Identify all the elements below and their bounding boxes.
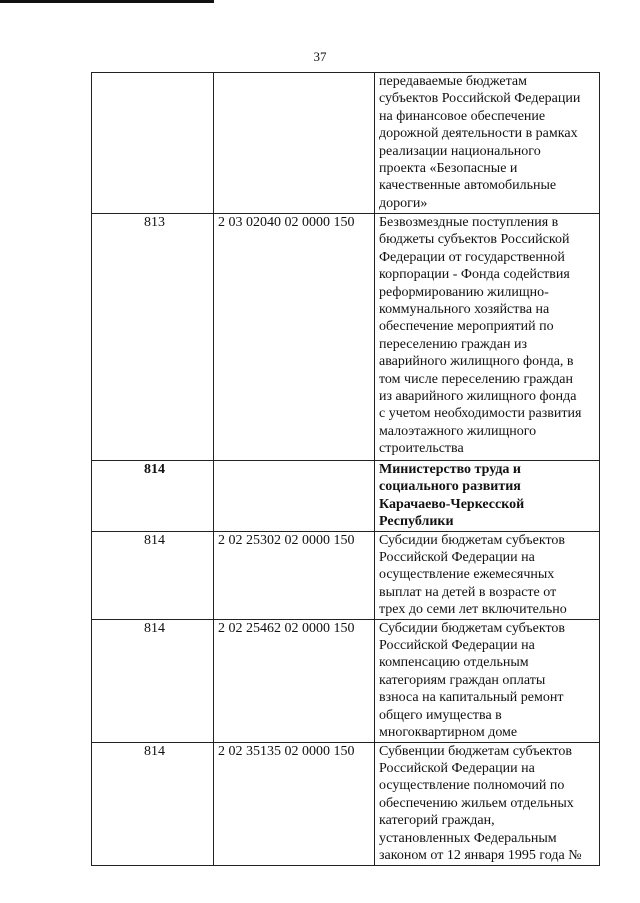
- revenue-name-cell: [375, 742, 600, 865]
- ministry-name-line: Республики: [379, 514, 454, 530]
- revenue-name-line: общего имущества в: [379, 707, 502, 723]
- revenue-name-line: осуществление полномочий по: [379, 778, 565, 794]
- page-number: 37: [313, 49, 327, 64]
- revenue-name-line: компенсацию отдельным: [379, 655, 529, 671]
- revenue-name-line: Субсидии бюджетам субъектов: [379, 532, 566, 548]
- revenue-name-line: законом от 12 января 1995 года №: [379, 847, 582, 863]
- revenue-name-cell: [375, 73, 600, 214]
- revenue-code-cell: [214, 461, 375, 532]
- revenue-name-line: переселению граждан из: [379, 336, 527, 352]
- revenue-name-cell: [375, 214, 600, 461]
- revenue-name-line: осуществление ежемесячных: [379, 567, 555, 583]
- revenue-name-line: Российской Федерации на: [379, 760, 535, 776]
- revenue-name-line: категорий граждан,: [379, 813, 495, 829]
- revenue-name-line: качественные автомобильные: [379, 178, 557, 194]
- revenue-code-cell: [214, 73, 375, 214]
- ministry-name-line: Карачаево-Черкесской: [379, 496, 525, 512]
- revenue-name-line: коммунального хозяйства на: [379, 302, 550, 318]
- revenue-name-cell: [375, 531, 600, 619]
- ministry-name-line: социального развития: [379, 479, 521, 495]
- revenue-name-line: реализации национального: [379, 143, 541, 159]
- revenue-name-line: том числе переселению граждан: [379, 371, 573, 387]
- revenue-code-cell: 2 02 35135 02 0000 150: [214, 742, 375, 865]
- revenue-name-line: Российской Федерации на: [379, 550, 535, 566]
- admin-code-cell: 814: [92, 461, 214, 532]
- revenue-name-line: передаваемые бюджетам: [379, 74, 527, 89]
- admin-code-cell: 814: [92, 619, 214, 742]
- revenue-name-line: Российской Федерации на: [379, 638, 535, 654]
- revenue-name-line: реформированию жилищно-: [379, 284, 549, 300]
- revenue-name-line: установленных Федеральным: [379, 830, 557, 846]
- revenue-name-line: категориям граждан оплаты: [379, 672, 546, 688]
- revenue-name-line: из аварийного жилищного фонда: [379, 389, 577, 405]
- table-row: [92, 619, 600, 742]
- table-row: [92, 531, 600, 619]
- revenue-name-line: обеспечению жильем отдельных: [379, 795, 574, 811]
- revenue-name-line: субъектов Российской Федерации: [379, 91, 581, 107]
- revenue-name-line: взноса на капитальный ремонт: [379, 690, 564, 706]
- revenue-name-line: Федерации от государственной: [379, 249, 565, 265]
- revenue-name-line: Безвозмездные поступления в: [379, 215, 559, 230]
- table-row-ministry-heading: [92, 461, 600, 532]
- table-row: [92, 742, 600, 865]
- table-row: [92, 214, 600, 461]
- revenue-name-cell: [375, 619, 600, 742]
- ministry-name-cell: [375, 461, 600, 532]
- revenue-name-line: дороги»: [379, 195, 428, 211]
- revenue-name-line: обеспечение мероприятий по: [379, 319, 554, 335]
- revenue-name-line: строительства: [379, 441, 464, 457]
- revenue-name-line: малоэтажного жилищного: [379, 423, 537, 439]
- admin-code-cell: 813: [92, 214, 214, 461]
- revenue-name-line: корпорации - Фонда содействия: [379, 267, 570, 283]
- top-rule: [0, 0, 214, 3]
- revenue-name-line: Субсидии бюджетам субъектов: [379, 620, 566, 636]
- revenue-name-line: на финансовое обеспечение: [379, 108, 546, 124]
- admin-code-cell: [92, 73, 214, 214]
- revenue-name-line: проекта «Безопасные и: [379, 161, 518, 177]
- table-row: [92, 73, 600, 214]
- revenue-name-line: Субвенции бюджетам субъектов: [379, 743, 572, 759]
- admin-code-cell: 814: [92, 531, 214, 619]
- revenue-code-cell: 2 02 25462 02 0000 150: [214, 619, 375, 742]
- revenue-name-line: трех до семи лет включительно: [379, 602, 567, 618]
- ministry-name-line: Министерство труда и: [379, 462, 521, 477]
- revenue-code-cell: 2 03 02040 02 0000 150: [214, 214, 375, 461]
- revenue-name-line: аварийного жилищного фонда, в: [379, 354, 574, 370]
- revenue-code-cell: 2 02 25302 02 0000 150: [214, 531, 375, 619]
- revenue-name-line: с учетом необходимости развития: [379, 406, 582, 422]
- revenue-name-line: выплат на детей в возрасте от: [379, 584, 557, 600]
- admin-code-cell: 814: [92, 742, 214, 865]
- revenue-name-line: дорожной деятельности в рамках: [379, 126, 578, 142]
- revenue-name-line: многоквартирном доме: [379, 725, 518, 741]
- budget-classification-table: [91, 72, 600, 866]
- revenue-name-line: бюджеты субъектов Российской: [379, 232, 570, 248]
